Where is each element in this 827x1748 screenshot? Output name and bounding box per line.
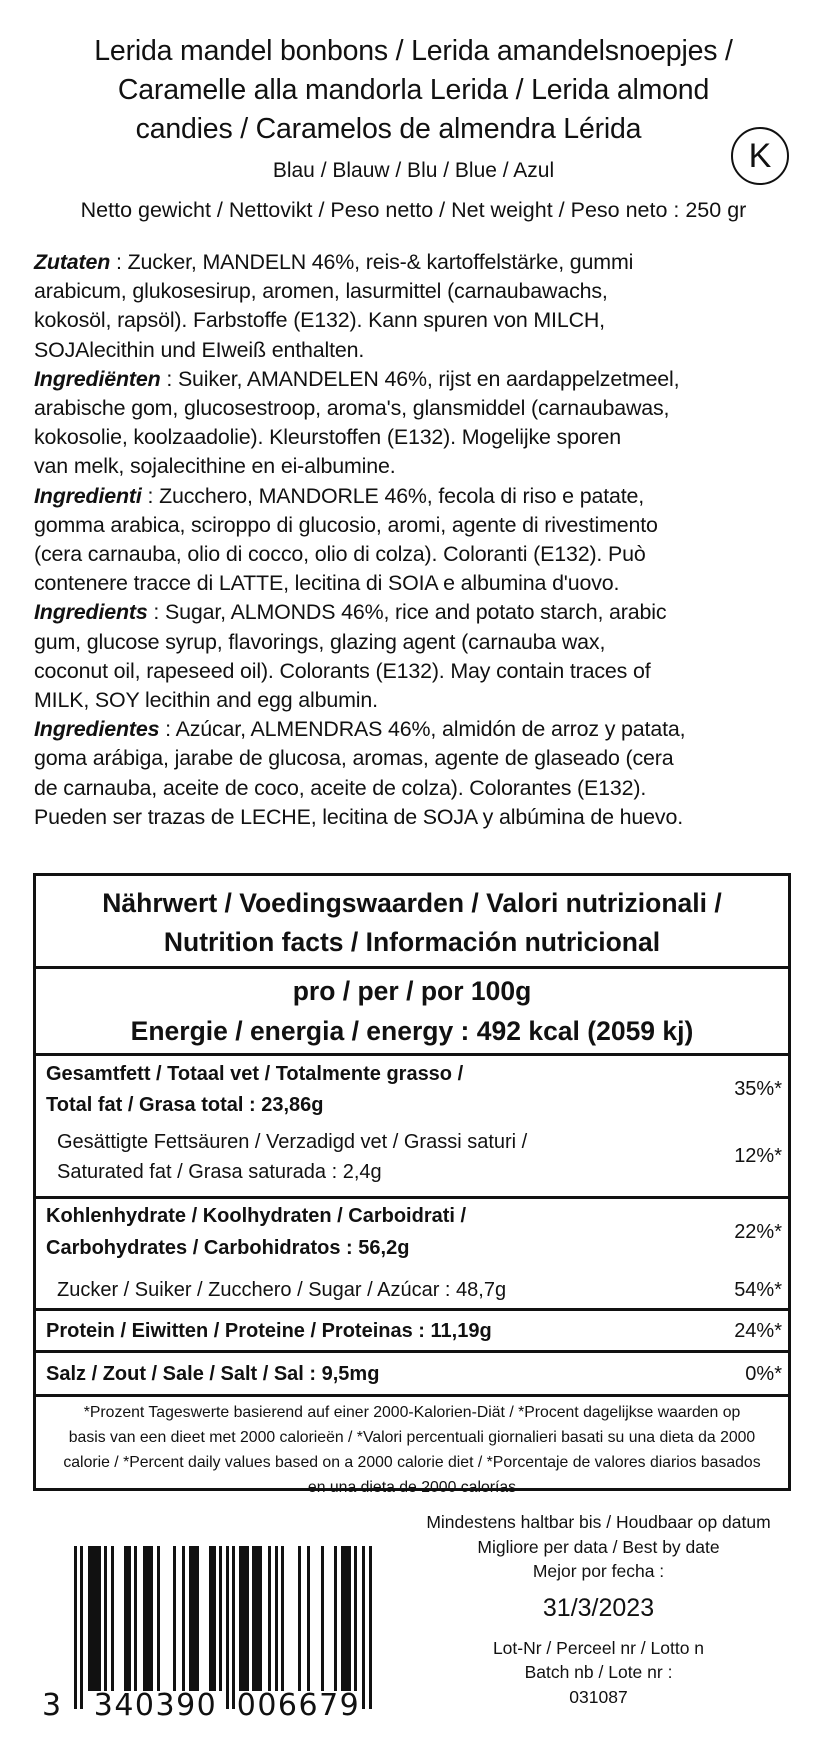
ingredients-block [34, 248, 824, 832]
nutrition-row-carbohydrates: Kohlenhydrate / Koolhydraten / Carboidrati / Carbohydrates / Carbohidratos : 56,2g 22%* Zucker / Suiker / Zucchero / Sugar / Azúcar : 48,7g 54%* [36, 1199, 788, 1311]
ean13-barcode [36, 1540, 406, 1730]
barcode-right-digits: 006679 [236, 1688, 361, 1723]
ingredients-label: Ingrediënten [34, 366, 161, 391]
daily-value: 54%* [734, 1279, 782, 1301]
nutrition-heading: Nährwert / Voedingswaarden / Valori nutrizionali / Nutrition facts / Información nutricional [36, 876, 788, 969]
nutrition-row-fat: Gesamtfett / Totaal vet / Totalmente grasso / Total fat / Grasa total : 23,86g 35%* Gesättigte Fettsäuren / Verzadigd vet / Grassi saturi / Saturated fat / Grasa saturada : 2,4g 12%* [36, 1056, 788, 1199]
nutrition-footnote: *Prozent Tageswerte basierend auf einer 2000-Kalorien-Diät / *Procent dagelijkse waarden op basis van een dieet met 2000 calorieën / *Valori percentuali giornalieri basati su una dieta da 2000 calorie / *Percent daily values based on a 2000 calorie diet / *Porcentaje de valores diarios basados en una dieta de 2000 calorías [63, 1404, 761, 1496]
per-100g: pro / per / por 100g [292, 976, 532, 1006]
net-weight: Netto gewicht / Nettovikt / Peso netto / Net weight / Peso neto : 250 gr [80, 198, 747, 222]
nutrition-table [33, 873, 791, 1496]
lot-label: Lot-Nr / Perceel nr / Lotto n Batch nb / Lote nr : 031087 [370, 1636, 827, 1710]
energy-value: Energie / energia / energy : 492 kcal (2059 kj) [130, 1016, 694, 1046]
ingredients-label: Ingredientes [34, 717, 160, 742]
title-line: Lerida mandel bonbons / Lerida amandelsnoepjes / [94, 35, 733, 67]
ingredients-label: Zutaten [34, 250, 111, 274]
nutrition-row-protein: Protein / Eiwitten / Proteine / Proteinas : 11,19g 24%* [36, 1311, 788, 1353]
kosher-k-icon: K [731, 127, 789, 185]
daily-value: 22%* [734, 1221, 782, 1243]
ingredients-label: Ingredients [34, 600, 148, 625]
title-line: candies / Caramelos de almendra Lérida [135, 113, 642, 145]
product-title [20, 32, 807, 149]
daily-value: 0%* [745, 1363, 782, 1385]
ingredients-en: Ingredients : Sugar, ALMONDS 46%, rice and potato starch, arabic gum, glucose syrup, flavorings, glazing agent (carnauba wax, coconut oil, rapeseed oil). Colorants (E132). May contain traces of MILK, SOY lecithin and egg albumin. [34, 600, 667, 713]
ingredients-nl: Ingrediënten : Suiker, AMANDELEN 46%, rijst en aardappelzetmeel, arabische gom, glucosestroop, aroma's, glansmiddel (carnaubawas, kokosolie, koolzaadolie). Kleurstoffen (E132). Mogelijke sporen van melk, sojalecithine en ei-albumine. [34, 366, 680, 479]
ingredients-es: Ingredientes : Azúcar, ALMENDRAS 46%, almidón de arroz y patata, goma arábiga, jarabe de glucosa, aromas, agente de glaseado (cera de carnauba, aceite de coco, aceite de colza). Colorantes (E132). Pueden ser trazas de LECHE, lecitina de SOJA y albúmina de huevo. [34, 717, 686, 829]
daily-value: 35%* [734, 1078, 782, 1100]
ingredients-it: Ingredienti : Zucchero, MANDORLE 46%, fecola di riso e patate, gomma arabica, sciroppo di glucosio, aromi, agente di rivestimento (cera carnauba, olio di cocco, olio di colza). Coloranti (E132). Può contenere tracce di LATTE, lecitina di SOIA e albumina d'uovo. [34, 483, 658, 596]
best-before-date: 31/3/2023 [542, 1593, 655, 1622]
ingredients-de: Zutaten : Zucker, MANDELN 46%, reis-& kartoffelstärke, gummi arabicum, glukosesirup, aromen, lasurmittel (carnaubawachs, kokosöl, rapsöl). Farbstoffe (E132). Kann spuren von MILCH, SOJAlecithin und EIweiß enthalten. [34, 250, 634, 362]
barcode-first-digit: 3 [42, 1688, 64, 1723]
ingredients-label: Ingredienti [34, 483, 142, 508]
lot-number: 031087 [569, 1686, 628, 1707]
best-before-block: Mindestens haltbar bis / Houdbaar op datum Migliore per data / Best by date Mejor por fecha : 31/3/2023 Lot-Nr / Perceel nr / Lotto n Batch nb / Lote nr : 031087 [370, 1510, 827, 1709]
product-color: Blau / Blauw / Blu / Blue / Azul [272, 159, 555, 182]
barcode-left-digits: 340390 [93, 1688, 218, 1723]
nutrition-per-energy [36, 969, 788, 1056]
title-line: Caramelle alla mandorla Lerida / Lerida almond [117, 74, 710, 106]
daily-value: 24%* [734, 1320, 782, 1342]
daily-value: 12%* [734, 1145, 782, 1167]
nutrition-row-salt: Salz / Zout / Sale / Salt / Sal : 9,5mg 0%* [36, 1353, 788, 1397]
